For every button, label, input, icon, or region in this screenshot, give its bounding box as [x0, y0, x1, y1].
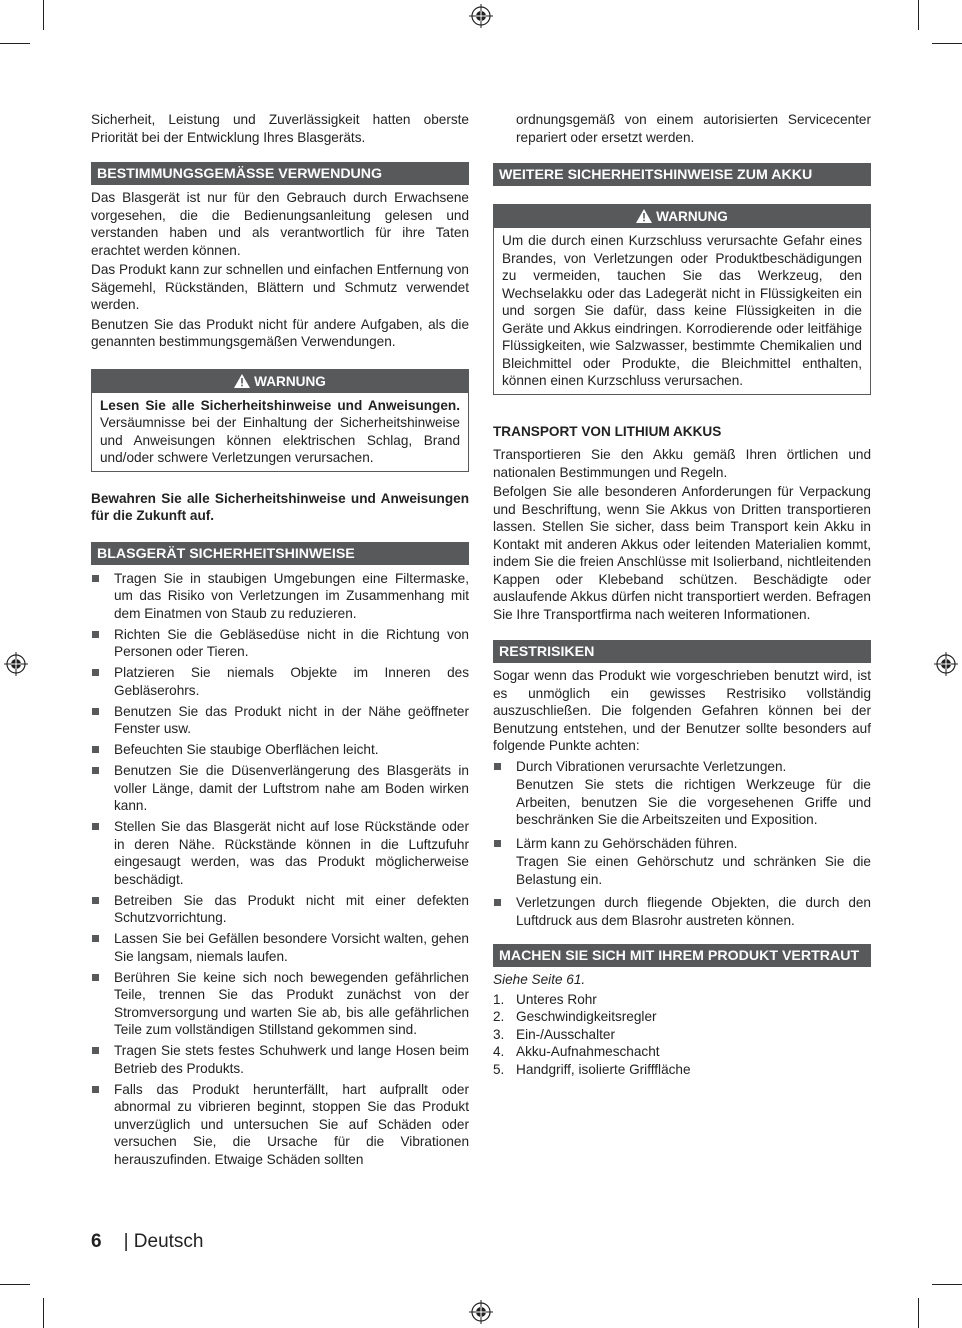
list-item-text: Benutzen Sie die Düsenverlängerung des Blasgeräts in voller Länge, damit der Luftstrom nahe am Boden wirken kann. [114, 763, 469, 813]
list-item [91, 1042, 469, 1077]
paragraph: Benutzen Sie das Produkt nicht für andere Aufgaben, als die genannten bestimmungsgemäßen Verwendungen. [91, 316, 469, 349]
registration-mark-icon [4, 652, 28, 676]
list-item-text: Tragen Sie stets festes Schuhwerk und lange Hosen beim Betrieb des Produkts. [114, 1043, 469, 1076]
item-label: Unteres Rohr [516, 991, 597, 1007]
list-item [91, 626, 469, 661]
paragraph: Sogar wenn das Produkt wie vorgeschrieben benutzt wird, ist es unmöglich ein gewisses Restrisiko vollständig auszuschließen. Die folgenden Gefahren können bei der Benutzung entstehen, und der Benutzer sollte besonders auf folgende Punkte achten: [493, 668, 871, 753]
list-item [91, 969, 469, 1039]
bullet-square-icon [92, 935, 99, 942]
see-page-reference: Siehe Seite 61. [493, 972, 586, 987]
list-item [493, 894, 871, 929]
paragraph: Transportieren Sie den Akku gemäß Ihren örtlichen und nationalen Bestimmungen und Regeln. [493, 447, 871, 480]
crop-mark [0, 43, 30, 44]
registration-mark-icon [469, 4, 493, 28]
bullet-square-icon [92, 669, 99, 676]
bullet-square-icon [92, 631, 99, 638]
page-footer [91, 1230, 204, 1254]
list-item-text: Lassen Sie bei Gefällen besondere Vorsicht walten, gehen Sie langsam, niemals laufen. [114, 931, 469, 964]
list-item-text: Richten Sie die Gebläsedüse nicht in die Richtung von Personen oder Tieren. [114, 626, 469, 659]
right-column-continuation [516, 111, 871, 146]
bullet-square-icon [92, 823, 99, 830]
bullet-square-icon [92, 1086, 99, 1093]
bullet-square-icon [494, 899, 501, 906]
item-label: Akku-Aufnahmeschacht [516, 1044, 660, 1059]
keep-instructions-notice: Bewahren Sie alle Sicherheitshinweise und Anweisungen für die Zukunft auf. [91, 490, 469, 523]
list-item-text: Falls das Produkt herunterfällt, hart aufprallt oder abnormal zu vibrieren beginnt, stoppen Sie das Produkt unverzüglich und untersuchen Sie auf Schäden oder versuchen Sie, die Ursache für die Vibrationen herauszufinden. Etwaige Schäden sollten [114, 1081, 469, 1167]
list-item [91, 703, 469, 738]
list-item [91, 892, 469, 927]
crop-mark [918, 1298, 919, 1328]
warning-body [92, 393, 468, 471]
parts-list [493, 991, 871, 1079]
warning-header [92, 370, 468, 393]
item-number: 4. [493, 1044, 505, 1059]
bullet-square-icon [92, 746, 99, 753]
left-column [91, 111, 469, 1172]
right-column [493, 163, 871, 1078]
crop-mark [932, 1284, 962, 1285]
warning-text: Versäumnisse bei der Einhaltung der Sicherheitshinweise und Anweisungen können elektrischen Schlag, Brand und/oder schwere Verletzungen verursachen. [100, 415, 460, 465]
warning-bold-text: Lesen Sie alle Sicherheitshinweise und Anweisungen. [100, 397, 460, 413]
item-number: 5. [493, 1061, 505, 1077]
parts-list-item [493, 1043, 871, 1061]
list-item-subtext: Tragen Sie einen Gehörschutz und schränken Sie die Belastung ein. [516, 854, 871, 887]
bullet-square-icon [92, 1047, 99, 1054]
bullet-square-icon [92, 974, 99, 981]
section-heading-residual-risks: RESTRISIKEN [493, 640, 871, 663]
list-item [91, 930, 469, 965]
list-item [91, 818, 469, 888]
continuation-paragraph: ordnungsgemäß von einem autorisierten Servicecenter repariert oder ersetzt werden. [516, 112, 871, 145]
item-number: 2. [493, 1009, 505, 1024]
list-item [91, 741, 469, 759]
list-item [91, 762, 469, 815]
list-item [91, 664, 469, 699]
list-item-text: Benutzen Sie das Produkt nicht in der Nähe geöffneter Fenster usw. [114, 703, 469, 736]
list-item-text: Betreiben Sie das Produkt nicht mit einer defekten Schutzvorrichtung. [114, 892, 469, 925]
item-number: 3. [493, 1026, 505, 1042]
bullet-square-icon [92, 767, 99, 774]
list-item-text: Berühren Sie keine sich noch bewegenden gefährlichen Teile, trennen Sie das Produkt zunächst von der Stromversorgung und warten Sie ab, bis alle gefährlichen Teile zum vollständigen Stillstand gekommen sind. [114, 969, 469, 1037]
bullet-square-icon [92, 575, 99, 582]
crop-mark [43, 0, 44, 30]
section-heading-intended-use: BESTIMMUNGSGEMÄSSE VERWENDUNG [91, 162, 469, 185]
crop-mark [932, 43, 962, 44]
list-item [493, 758, 871, 829]
intro-paragraph: Sicherheit, Leistung und Zuverlässigkeit hatten oberste Priorität bei der Entwicklung Ihres Blasgeräts. [91, 112, 469, 145]
list-item-text: Tragen Sie in staubigen Umgebungen eine Filtermaske, um das Risiko von Verletzungen im Zusammenhang mit dem Einatmen von Staub zu reduzieren. [114, 570, 469, 621]
warning-triangle-icon [234, 374, 250, 388]
list-item-text: Durch Vibrationen verursachte Verletzungen. [516, 758, 787, 774]
residual-risk-list [493, 758, 871, 930]
warning-triangle-icon [636, 209, 652, 223]
list-item-text: Stellen Sie das Blasgerät nicht auf lose Rückstände oder in deren Nähe. Rückstände können in die Luftzufuhr eingesaugt werden, was das Produkt möglicherweise beschädigt. [114, 819, 469, 887]
bullet-square-icon [92, 708, 99, 715]
parts-list-item [493, 1008, 871, 1026]
paragraph: Befolgen Sie alle besonderen Anforderungen für Verpackung und Beschriftung, wenn Sie Akkus von Dritten transportieren lassen. Stellen Sie sicher, dass beim Transport kein Akku in Kontakt mit anderen Akkus oder leitenden Materialien kommt, indem Sie die freien Anschlüsse mit Isolierband, nichtleitenden Kappen oder Klebeband schützen. Beschädigte oder auslaufende Akkus dürfen nicht transportiert werden. Befragen Sie Ihre Transportfirma nach weiteren Informationen. [493, 484, 871, 622]
crop-mark [918, 0, 919, 30]
registration-mark-icon [934, 652, 958, 676]
section-heading-battery-safety: WEITERE SICHERHEITSHINWEISE ZUM AKKU [493, 163, 871, 186]
crop-mark [0, 1284, 30, 1285]
section-heading-blower-safety: BLASGERÄT SICHERHEITSHINWEISE [91, 542, 469, 565]
list-item-text: Platzieren Sie niemals Objekte im Inneren des Gebläserohrs. [114, 665, 469, 698]
battery-warning-box [493, 204, 871, 395]
item-label: Ein-/Ausschalter [516, 1026, 615, 1042]
parts-list-item [493, 991, 871, 1009]
warning-label: WARNUNG [656, 209, 728, 224]
bullet-square-icon [494, 763, 501, 770]
parts-list-item [493, 1061, 871, 1079]
safety-list [91, 570, 469, 1169]
section-heading-know-your-product: MACHEN SIE SICH MIT IHREM PRODUKT VERTRAUT [493, 944, 871, 967]
list-item-text: Lärm kann zu Gehörschäden führen. [516, 835, 738, 851]
crop-mark [43, 1298, 44, 1328]
bullet-square-icon [92, 897, 99, 904]
warning-box [91, 369, 469, 472]
item-label: Geschwindigkeitsregler [516, 1009, 657, 1024]
footer-language: | Deutsch [123, 1231, 204, 1252]
list-item [493, 835, 871, 889]
list-item [91, 570, 469, 623]
item-label: Handgriff, isolierte Grifffläche [516, 1061, 691, 1077]
bullet-square-icon [494, 840, 501, 847]
item-number: 1. [493, 991, 505, 1007]
list-item-text: Verletzungen durch fliegende Objekten, die durch den Luftdruck aus dem Blasrohr austreten können. [516, 895, 871, 928]
warning-header [494, 205, 870, 228]
list-item-subtext: Benutzen Sie stets die richtigen Werkzeuge für die Arbeiten, benutzen Sie die vorgesehenen Griffe und beschränken Sie die Arbeitszeiten und Exposition. [516, 777, 871, 827]
list-item [91, 1081, 469, 1169]
page-number: 6 [91, 1231, 102, 1252]
paragraph: Das Blasgerät ist nur für den Gebrauch durch Erwachsene vorgesehen, die die Bedienungsanleitung gelesen und verstanden haben und als verantwortlich für ihre Taten erachtet werden können. [91, 190, 469, 258]
registration-mark-icon [469, 1300, 493, 1324]
warning-body: Um die durch einen Kurzschluss verursachte Gefahr eines Brandes, von Verletzungen oder Produktbeschädigungen zu vermeiden, tauchen Sie das Werkzeug, den Wechselakku oder das Ladegerät nicht in Flüssigkeiten ein und sorgen Sie dafür, dass keine Flüssigkeiten in die Geräte und Akkus eindringen. Korrodierende oder leitfähige Flüssigkeiten, wie Salzwasser, bestimmte Chemikalien und Bleichmittel oder Produkte, die Bleichmittel enthalten, können einen Kurzschluss verursachen. [502, 233, 862, 388]
transport-heading: TRANSPORT VON LITHIUM AKKUS [493, 423, 722, 439]
warning-label: WARNUNG [254, 373, 326, 389]
paragraph: Das Produkt kann zur schnellen und einfachen Entfernung von Sägemehl, Rückständen, Blättern und Schmutz verwendet werden. [91, 262, 469, 312]
list-item-text: Befeuchten Sie staubige Oberflächen leicht. [114, 742, 379, 757]
parts-list-item [493, 1026, 871, 1044]
